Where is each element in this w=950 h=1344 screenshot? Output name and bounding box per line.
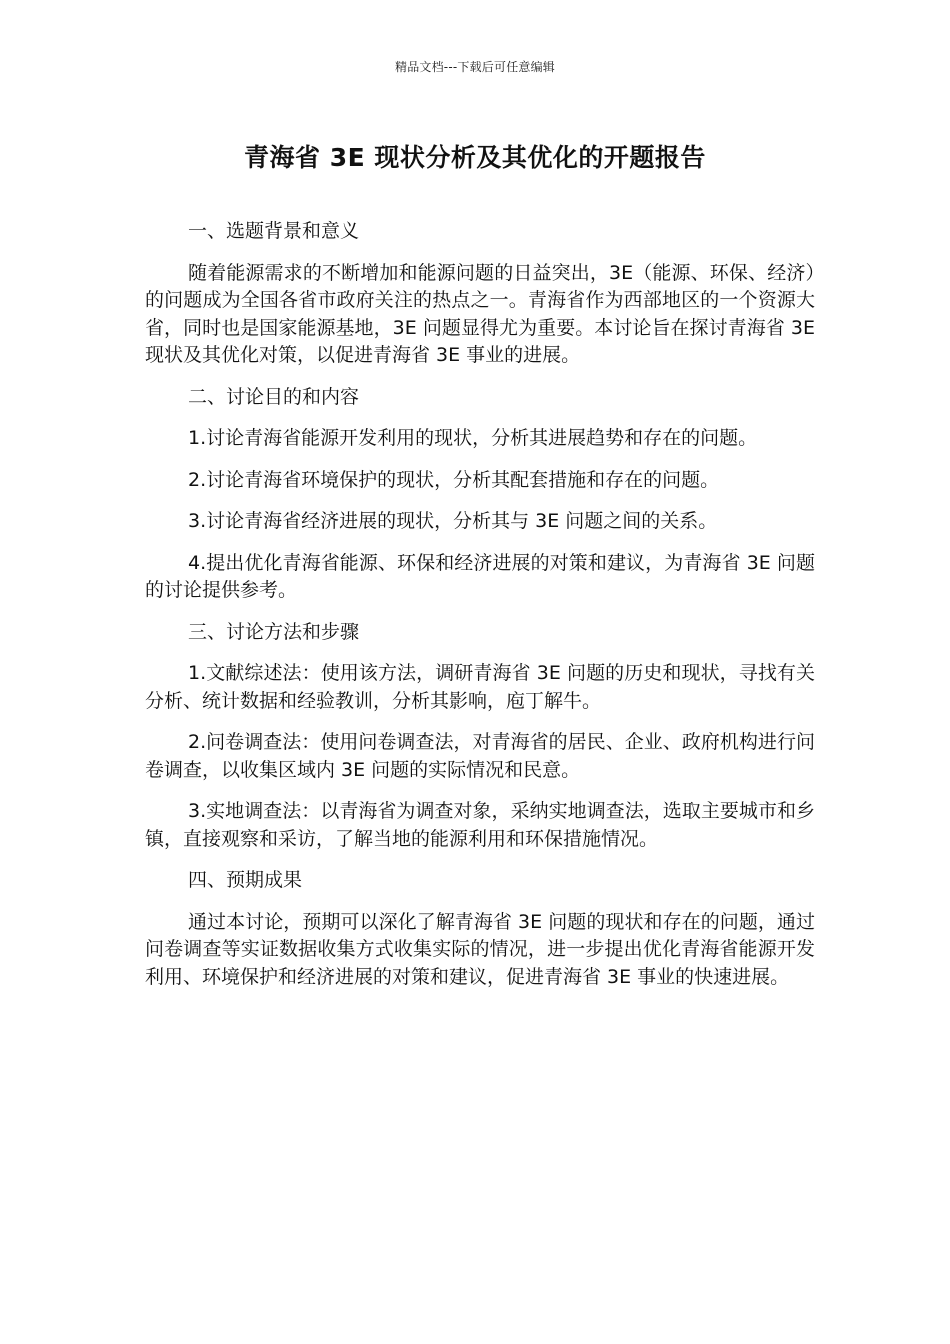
paragraph-outcomes: 通过本讨论，预期可以深化了解青海省 3E 问题的现状和存在的问题，通过问卷调查等实证数据收集方式收集实际的情况，进一步提出优化青海省能源开发利用、环境保护和经济进展的对策和建议，促进青海省 3E 事业的快速进展。 (145, 910, 815, 988)
section-heading-background: 一、选题背景和意义 (188, 220, 360, 242)
objective-item-1: 1.讨论青海省能源开发利用的现状，分析其进展趋势和存在的问题。 (188, 427, 758, 449)
objective-item-2: 2.讨论青海省环境保护的现状，分析其配套措施和存在的问题。 (188, 468, 720, 491)
document-body (145, 218, 815, 1005)
method-item-3: 3.实地调查法：以青海省为调查对象，采纳实地调查法，选取主要城市和乡镇，直接观察和采访，了解当地的能源利用和环保措施情况。 (145, 800, 815, 850)
paragraph-background: 随着能源需求的不断增加和能源问题的日益突出，3E（能源、环保、经济）的问题成为全国各省市政府关注的热点之一。青海省作为西部地区的一个资源大省，同时也是国家能源基地，3E 问题显得尤为重要。本讨论旨在探讨青海省 3E 现状及其优化对策，以促进青海省 3E 事业的进展。 (145, 261, 815, 366)
section-heading-objectives: 二、讨论目的和内容 (188, 385, 360, 408)
method-item-1: 1.文献综述法：使用该方法，调研青海省 3E 问题的历史和现状，寻找有关分析、统计数据和经验教训，分析其影响，庖丁解牛。 (145, 662, 815, 712)
document-title: 青海省 3E 现状分析及其优化的开题报告 (244, 143, 706, 172)
section-heading-methods: 三、讨论方法和步骤 (188, 620, 360, 643)
header-note: 精品文档---下载后可任意编辑 (395, 60, 555, 74)
method-item-2: 2.问卷调查法：使用问卷调查法，对青海省的居民、企业、政府机构进行问卷调查，以收集区域内 3E 问题的实际情况和民意。 (145, 731, 815, 781)
objective-item-3: 3.讨论青海省经济进展的现状，分析其与 3E 问题之间的关系。 (188, 510, 718, 532)
section-heading-outcomes: 四、预期成果 (188, 869, 303, 891)
objective-item-4: 4.提出优化青海省能源、环保和经济进展的对策和建议，为青海省 3E 问题的讨论提供参考。 (145, 551, 815, 601)
